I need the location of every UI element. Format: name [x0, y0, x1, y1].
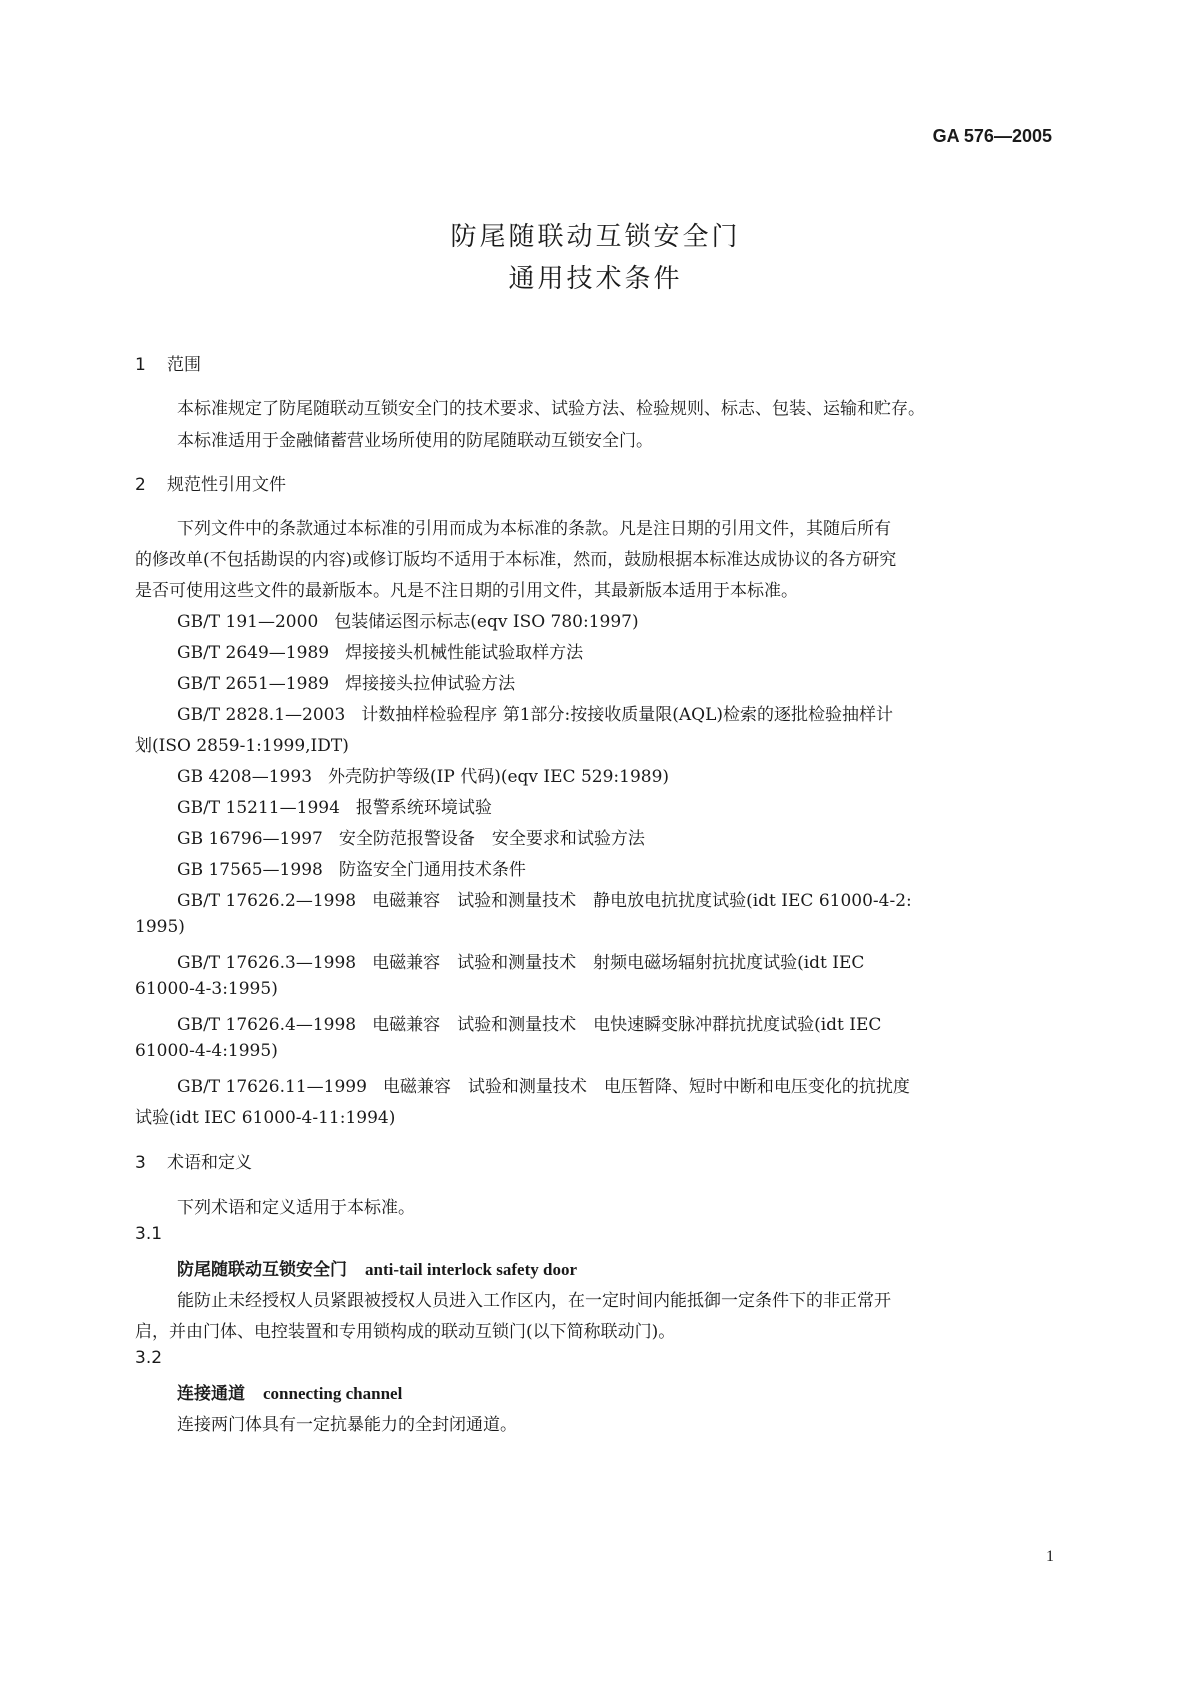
section-2-heading [135, 470, 286, 495]
page-number: 1 [1046, 1548, 1054, 1565]
reference-code: GB/T 17626.11—1999 [177, 1077, 367, 1097]
reference-item [177, 762, 669, 787]
reference-title: 包装储运图示标志(eqv ISO 780:1997) [334, 612, 639, 632]
term-english: anti-tail interlock safety door [365, 1260, 577, 1279]
paragraph: 是否可使用这些文件的最新版本。凡是不注日期的引用文件，其最新版本适用于本标准。 [135, 581, 798, 601]
reference-continuation: 试验(idt IEC 61000-4-11:1994) [135, 1108, 396, 1128]
reference-title: 焊接接头拉伸试验方法 [345, 674, 516, 694]
reference-code: GB/T 2651—1989 [177, 674, 330, 694]
reference-code: GB/T 2649—1989 [177, 643, 330, 663]
reference-code: GB/T 2828.1—2003 [177, 705, 346, 725]
term-english: connecting channel [263, 1384, 403, 1403]
reference-title: 防盗安全门通用技术条件 [338, 860, 526, 880]
reference-title: 外壳防护等级(IP 代码)(eqv IEC 529:1989) [328, 767, 670, 787]
term-heading [177, 1379, 402, 1404]
reference-item [177, 1010, 881, 1035]
section-title: 范围 [167, 355, 201, 375]
reference-code: GB/T 15211—1994 [177, 798, 340, 818]
reference-code: GB/T 191—2000 [177, 612, 319, 632]
paragraph: 的修改单(不包括勘误的内容)或修订版均不适用于本标准，然而，鼓励根据本标准达成协议的各方研究 [135, 550, 897, 570]
reference-title: 报警系统环境试验 [355, 798, 492, 818]
reference-continuation: 划(ISO 2859-1:1999,IDT) [135, 736, 349, 756]
reference-item [177, 948, 864, 973]
reference-title: 焊接接头机械性能试验取样方法 [345, 643, 584, 663]
reference-title: 计数抽样检验程序 第1部分:按接收质量限(AQL)检索的逐批检验抽样计 [361, 705, 894, 725]
reference-continuation: 1995) [135, 917, 185, 937]
reference-code: GB 16796—1997 [177, 829, 323, 849]
reference-continuation: 61000-4-3:1995) [135, 979, 278, 999]
reference-title: 安全防范报警设备 安全要求和试验方法 [338, 829, 645, 849]
reference-code: GB/T 17626.4—1998 [177, 1015, 357, 1035]
reference-code: GB 4208—1993 [177, 767, 313, 787]
reference-item [177, 793, 492, 818]
term-number: 3.2 [135, 1348, 163, 1368]
reference-title: 电磁兼容 试验和测量技术 电压暂降、短时中断和电压变化的抗扰度 [382, 1077, 910, 1097]
reference-continuation: 61000-4-4:1995) [135, 1041, 278, 1061]
reference-item [177, 700, 893, 725]
reference-item [177, 1072, 910, 1097]
reference-code: GB/T 17626.3—1998 [177, 953, 357, 973]
section-3-heading [135, 1148, 252, 1173]
section-number: 2 [135, 475, 146, 495]
section-title: 规范性引用文件 [167, 475, 286, 495]
term-definition: 连接两门体具有一定抗暴能力的全封闭通道。 [177, 1415, 517, 1435]
standard-number: GA 576—2005 [932, 126, 1052, 146]
term-chinese: 防尾随联动互锁安全门 [177, 1260, 347, 1280]
reference-code: GB/T 17626.2—1998 [177, 891, 357, 911]
reference-title: 电磁兼容 试验和测量技术 静电放电抗扰度试验(idt IEC 61000-4-2: [372, 891, 912, 911]
reference-code: GB 17565—1998 [177, 860, 323, 880]
document-title-line1: 防尾随联动互锁安全门 [450, 222, 741, 252]
section-number: 3 [135, 1153, 146, 1173]
term-heading [177, 1255, 577, 1280]
reference-title: 电磁兼容 试验和测量技术 电快速瞬变脉冲群抗扰度试验(idt IEC [372, 1015, 882, 1035]
reference-item [177, 607, 639, 632]
term-definition: 能防止未经授权人员紧跟被授权人员进入工作区内，在一定时间内能抵御一定条件下的非正常开 [177, 1291, 891, 1311]
paragraph: 下列文件中的条款通过本标准的引用而成为本标准的条款。凡是注日期的引用文件，其随后所有 [177, 519, 891, 539]
reference-item [177, 824, 645, 849]
reference-item [177, 855, 526, 880]
term-definition: 启，并由门体、电控装置和专用锁构成的联动互锁门(以下简称联动门)。 [135, 1322, 676, 1342]
paragraph: 本标准适用于金融储蓄营业场所使用的防尾随联动互锁安全门。 [177, 431, 653, 451]
section-title: 术语和定义 [167, 1153, 252, 1173]
paragraph: 下列术语和定义适用于本标准。 [177, 1198, 415, 1218]
reference-item [177, 638, 583, 663]
reference-title: 电磁兼容 试验和测量技术 射频电磁场辐射抗扰度试验(idt IEC [372, 953, 865, 973]
section-1-heading [135, 350, 201, 375]
term-chinese: 连接通道 [177, 1384, 245, 1404]
paragraph: 本标准规定了防尾随联动互锁安全门的技术要求、试验方法、检验规则、标志、包装、运输和贮存。 [177, 399, 925, 419]
document-title-line2: 通用技术条件 [508, 264, 683, 294]
reference-item [177, 886, 912, 911]
term-number: 3.1 [135, 1224, 163, 1244]
section-number: 1 [135, 355, 146, 375]
reference-item [177, 669, 515, 694]
